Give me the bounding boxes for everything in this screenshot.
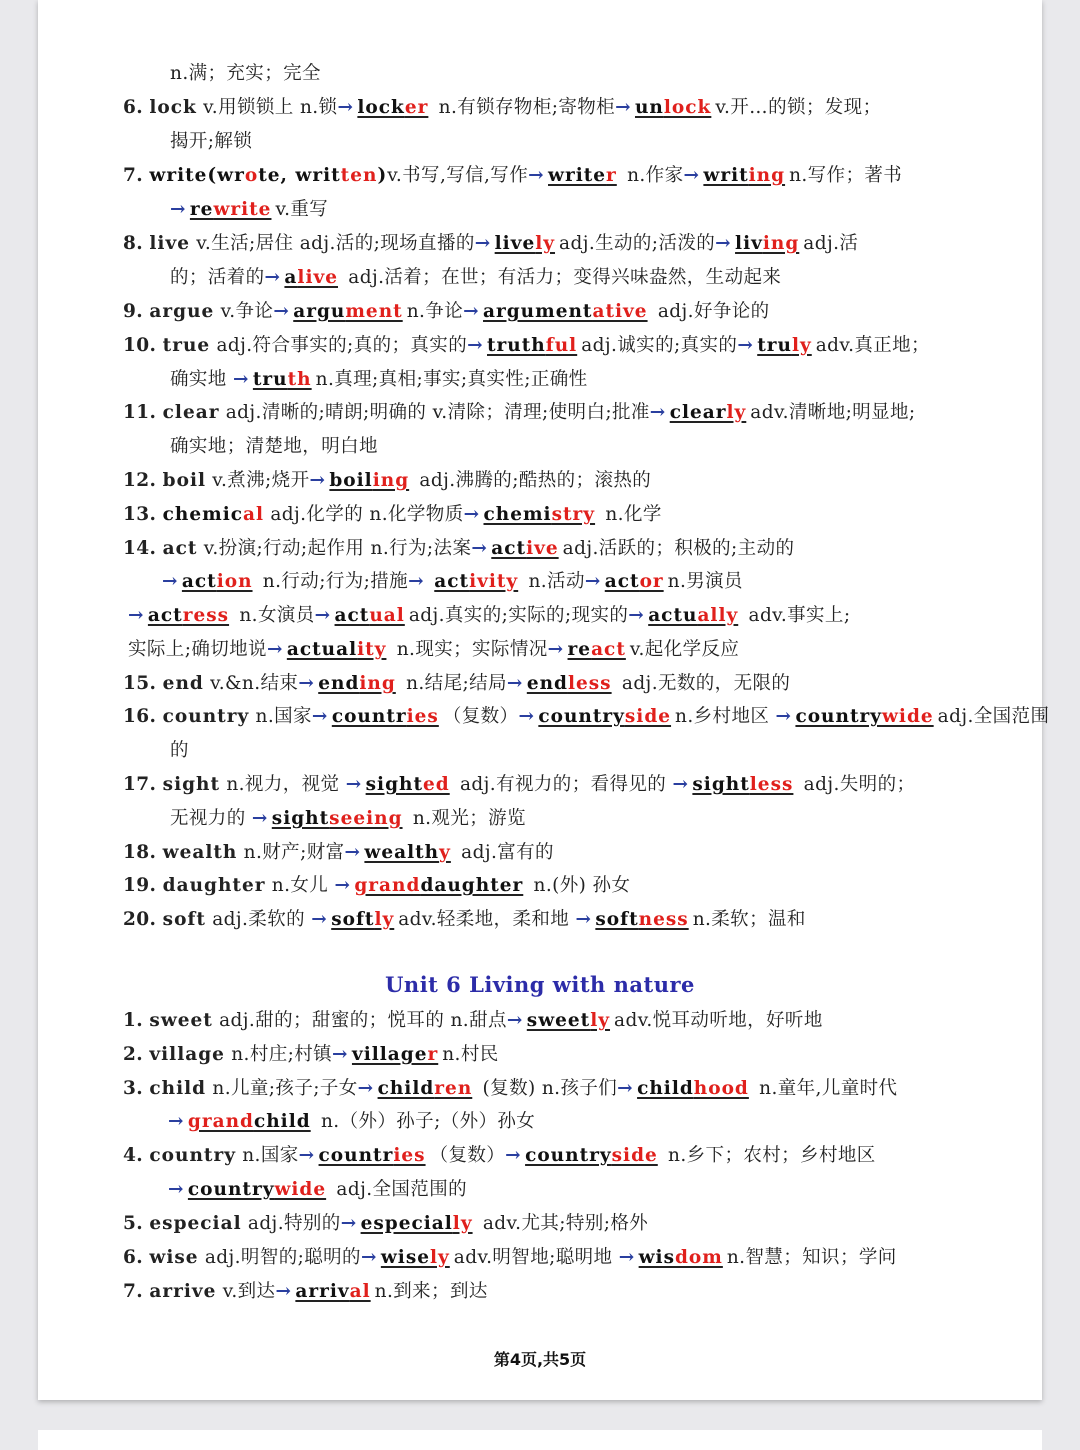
vocab-line xyxy=(170,130,252,154)
item-number: 6. xyxy=(123,1247,144,1268)
definition-text: n.活动 xyxy=(522,571,585,592)
headword: country xyxy=(149,1145,236,1166)
definition-text: n.化学 xyxy=(599,504,662,525)
vocab-line xyxy=(123,705,1049,729)
vocab-line xyxy=(123,300,770,324)
definition-text: v.书写,写信,写作 xyxy=(387,165,529,186)
answer-word: locker xyxy=(357,97,429,118)
arrow-icon: → xyxy=(615,97,631,118)
vocab-line xyxy=(123,773,915,797)
vocab-line xyxy=(170,266,781,290)
definition-text: v.煮沸;烧开 xyxy=(206,470,310,491)
arrow-icon: → xyxy=(232,369,249,390)
answer-word: writer xyxy=(548,165,617,186)
headword: daughter xyxy=(162,875,266,896)
answer-word: sweetly xyxy=(526,1010,611,1031)
definition-text: v.开…的锁；发现； xyxy=(715,97,882,118)
definition-text: adv.事实上; xyxy=(742,605,851,626)
definition-text: adj.明智的;聪明的 xyxy=(198,1247,361,1268)
answer-word: argument xyxy=(293,301,403,322)
answer-word: alive xyxy=(284,267,338,288)
vocab-line xyxy=(123,469,651,493)
answer-word: unlock xyxy=(634,97,712,118)
definition-text: v.重写 xyxy=(275,199,329,220)
arrow-icon: → xyxy=(467,335,483,356)
headword: live xyxy=(149,233,190,254)
arrow-icon: → xyxy=(528,165,545,186)
next-page-edge xyxy=(38,1430,1042,1450)
definition-text: 揭开;解锁 xyxy=(170,131,253,152)
arrow-icon: → xyxy=(170,199,186,220)
answer-word: lively xyxy=(494,233,556,254)
answer-word: sighted xyxy=(365,774,450,795)
item-number: 17. xyxy=(123,774,157,795)
definition-text: v.到达 xyxy=(216,1281,276,1302)
arrow-icon: → xyxy=(298,673,315,694)
headword: end xyxy=(162,673,204,694)
arrow-icon: → xyxy=(505,1145,522,1166)
item-number: 10. xyxy=(123,335,157,356)
arrow-icon: → xyxy=(340,1213,357,1234)
answer-word: clearly xyxy=(669,402,747,423)
definition-text: n.男演员 xyxy=(667,571,743,592)
answer-word: sightless xyxy=(692,774,794,795)
definition-text: adj.诚实的;真实的 xyxy=(581,335,738,356)
answer-word: countrywide xyxy=(187,1179,327,1200)
arrow-icon: → xyxy=(617,1078,634,1099)
arrow-icon: → xyxy=(474,233,491,254)
headword: act xyxy=(162,538,198,559)
answer-word: living xyxy=(735,233,800,254)
arrow-icon: → xyxy=(683,165,700,186)
headword: wealth xyxy=(162,842,238,863)
item-number: 12. xyxy=(123,470,157,491)
definition-text: n.儿童;孩子;子女 xyxy=(206,1078,358,1099)
arrow-icon: → xyxy=(314,605,331,626)
answer-word: ending xyxy=(318,673,396,694)
definition-text: n.乡下；农村；乡村地区 xyxy=(661,1145,876,1166)
answer-word: grandchild xyxy=(187,1111,311,1132)
vocab-line xyxy=(128,604,850,628)
answer-word: argumentative xyxy=(483,301,648,322)
headword: true xyxy=(162,335,211,356)
definition-text: n.女儿 xyxy=(265,875,335,896)
page-footer: 第4页,共5页 xyxy=(493,1350,587,1369)
arrow-icon: → xyxy=(737,335,754,356)
definition-text: adj.好争论的 xyxy=(651,301,770,322)
definition-text: adv.轻柔地，柔和地 xyxy=(398,909,576,930)
answer-word: granddaughter xyxy=(354,875,524,896)
definition-text: n.观光；游览 xyxy=(406,808,526,829)
definition-text: n.村庄;村镇 xyxy=(224,1044,333,1065)
item-number: 9. xyxy=(123,301,144,322)
definition-text: adj.富有的 xyxy=(454,842,554,863)
definition-text: n.有锁存物柜;寄物柜 xyxy=(432,97,616,118)
headword: clear xyxy=(162,402,220,423)
definition-text: n.（外）孙子;（外）孙女 xyxy=(314,1111,536,1132)
vocab-line xyxy=(170,368,588,392)
arrow-icon: → xyxy=(332,1044,348,1065)
item-number: 20. xyxy=(123,909,157,930)
headword: chemical xyxy=(162,504,265,525)
arrow-icon: → xyxy=(715,233,732,254)
definition-text: adj.沸腾的;酷热的；滚热的 xyxy=(413,470,652,491)
definition-text: adv.尤其;特别;格外 xyxy=(476,1213,649,1234)
vocab-line xyxy=(123,1246,897,1270)
arrow-icon: → xyxy=(584,571,601,592)
definition-text: （复数） xyxy=(442,706,519,727)
definition-text: 确实地 xyxy=(170,369,233,390)
item-number: 2. xyxy=(123,1044,144,1065)
definition-text: adj.柔软的 xyxy=(205,909,312,930)
definition-text: adj.无数的，无限的 xyxy=(615,673,791,694)
definition-text: n.女演员 xyxy=(233,605,315,626)
item-number: 8. xyxy=(123,233,144,254)
definition-text: n.写作；著书 xyxy=(789,165,903,186)
definition-text: v.扮演;行动;起作用 n.行为;法案 xyxy=(197,538,472,559)
answer-word: rewrite xyxy=(189,199,272,220)
definition-text: （复数） xyxy=(429,1145,506,1166)
arrow-icon: → xyxy=(775,706,792,727)
vocab-line xyxy=(168,1110,535,1134)
vocab-line xyxy=(170,739,189,763)
arrow-icon: → xyxy=(649,402,666,423)
definition-text: adv.真正地； xyxy=(815,335,930,356)
vocab-line xyxy=(123,232,858,256)
definition-text: 确实地；清楚地，明白地 xyxy=(170,436,378,457)
definition-text: adj.活跃的；积极的;主动的 xyxy=(562,538,795,559)
answer-word: action xyxy=(181,571,253,592)
definition-text: n.(外) 孙女 xyxy=(527,875,631,896)
arrow-icon: → xyxy=(672,774,689,795)
vocab-line xyxy=(123,164,902,188)
definition-text: n.村民 xyxy=(442,1044,499,1065)
arrow-icon: → xyxy=(266,639,283,660)
headword: child xyxy=(149,1078,207,1099)
vocab-line xyxy=(123,841,554,865)
arrow-icon: → xyxy=(628,605,645,626)
answer-word: truly xyxy=(757,335,812,356)
definition-text: adj.活着；在世；有活力；变得兴味盎然，生动起来 xyxy=(342,267,782,288)
arrow-icon: → xyxy=(273,301,290,322)
item-number: 6. xyxy=(123,97,144,118)
headword: country xyxy=(162,706,250,727)
arrow-icon: → xyxy=(408,571,424,592)
answer-word: actual xyxy=(334,605,405,626)
answer-word: wisdom xyxy=(638,1247,723,1268)
definition-text: 实际上;确切地说 xyxy=(128,639,267,660)
definition-text: n.真理;真相;事实;真实性;正确性 xyxy=(315,369,588,390)
arrow-icon: → xyxy=(345,774,362,795)
definition-text: (复数) n.孩子们 xyxy=(476,1078,618,1099)
definition-text: n.作家 xyxy=(620,165,684,186)
headword: boil xyxy=(162,470,207,491)
item-number: 15. xyxy=(123,673,157,694)
vocab-line xyxy=(170,62,321,86)
item-number: 7. xyxy=(123,165,144,186)
headword: soft xyxy=(162,909,206,930)
definition-text: n.满；充实；完全 xyxy=(170,63,321,84)
arrow-icon: → xyxy=(309,470,326,491)
answer-word: wealthy xyxy=(364,842,451,863)
answer-word: actor xyxy=(604,571,664,592)
answer-word: activity xyxy=(434,571,519,592)
definition-text: v.生活;居住 adj.活的;现场直播的 xyxy=(189,233,475,254)
vocab-line xyxy=(123,908,806,932)
definition-text: n.国家 xyxy=(249,706,312,727)
item-number: 1. xyxy=(123,1010,144,1031)
definition-text: n.智慧；知识；学问 xyxy=(726,1247,897,1268)
arrow-icon: → xyxy=(463,301,480,322)
vocab-line xyxy=(128,638,739,662)
definition-text: adj.有视力的；看得见的 xyxy=(453,774,673,795)
definition-text: n.结尾;结局 xyxy=(399,673,507,694)
vocab-line xyxy=(123,1077,897,1101)
definition-text: v.用锁锁上 n.锁 xyxy=(196,97,338,118)
vocab-line xyxy=(123,1144,876,1168)
item-number: 18. xyxy=(123,842,157,863)
answer-word: arrival xyxy=(295,1281,371,1302)
answer-word: endless xyxy=(526,673,612,694)
arrow-icon: → xyxy=(518,706,535,727)
definition-text: adj.符合事实的;真的；真实的 xyxy=(210,335,468,356)
item-number: 13. xyxy=(123,504,157,525)
definition-text: adj.特别的 xyxy=(241,1213,341,1234)
definition-text: adv.悦耳动听地，好听地 xyxy=(614,1010,823,1031)
definition-text: v.&n.结束 xyxy=(203,673,299,694)
arrow-icon: → xyxy=(337,97,354,118)
arrow-icon: → xyxy=(298,1145,315,1166)
headword: write(wrote, written) xyxy=(149,165,388,186)
arrow-icon: → xyxy=(506,1010,523,1031)
answer-word: actuality xyxy=(286,639,387,660)
definition-text: 无视力的 xyxy=(170,808,252,829)
answer-word: wisely xyxy=(380,1247,450,1268)
answer-word: softly xyxy=(331,909,395,930)
vocab-line xyxy=(123,1280,488,1304)
answer-word: actress xyxy=(147,605,230,626)
answer-word: truthful xyxy=(487,335,578,356)
headword: arrive xyxy=(149,1281,217,1302)
arrow-icon: → xyxy=(311,706,328,727)
definition-text: n.行动;行为;措施 xyxy=(256,571,409,592)
item-number: 3. xyxy=(123,1078,144,1099)
vocab-line xyxy=(123,1009,823,1033)
arrow-icon: → xyxy=(344,842,361,863)
answer-word: truth xyxy=(252,369,312,390)
item-number: 4. xyxy=(123,1145,144,1166)
headword: sight xyxy=(162,774,221,795)
vocab-line xyxy=(162,570,743,594)
vocab-line xyxy=(123,401,916,425)
arrow-icon: → xyxy=(471,538,488,559)
vocab-line xyxy=(123,672,790,696)
answer-word: react xyxy=(567,639,626,660)
answer-word: countries xyxy=(318,1145,426,1166)
headword: sweet xyxy=(149,1010,213,1031)
answer-word: actually xyxy=(648,605,739,626)
definition-text: adj.清晰的;晴朗;明确的 v.清除；清理;使明白;批准 xyxy=(219,402,650,423)
answer-word: writing xyxy=(703,165,786,186)
item-number: 14. xyxy=(123,538,157,559)
arrow-icon: → xyxy=(618,1247,635,1268)
headword: wise xyxy=(149,1247,199,1268)
headword: especial xyxy=(149,1213,242,1234)
item-number: 5. xyxy=(123,1213,144,1234)
definition-text: adj.化学的 n.化学物质 xyxy=(264,504,464,525)
definition-text: adv.明智地;聪明地 xyxy=(453,1247,619,1268)
arrow-icon: → xyxy=(128,605,144,626)
definition-text: n.财产;财富 xyxy=(237,842,345,863)
headword: argue xyxy=(149,301,215,322)
vocab-line xyxy=(123,334,930,358)
definition-text: 的 xyxy=(170,740,189,761)
answer-word: boiling xyxy=(329,470,410,491)
definition-text: n.柔软；温和 xyxy=(692,909,806,930)
arrow-icon: → xyxy=(162,571,178,592)
definition-text: adj.失明的； xyxy=(797,774,916,795)
arrow-icon: → xyxy=(168,1111,184,1132)
arrow-icon: → xyxy=(547,639,564,660)
definition-text: 的；活着的 xyxy=(170,267,265,288)
answer-word: countryside xyxy=(525,1145,658,1166)
definition-text: v.起化学反应 xyxy=(629,639,740,660)
answer-word: softness xyxy=(595,909,689,930)
vocab-line xyxy=(123,96,881,120)
vocab-line xyxy=(123,1212,648,1236)
arrow-icon: → xyxy=(357,1078,374,1099)
arrow-icon: → xyxy=(506,673,523,694)
answer-word: sightseeing xyxy=(271,808,403,829)
definition-text: n.到来；到达 xyxy=(374,1281,488,1302)
vocab-line xyxy=(123,1043,499,1067)
definition-text: adv.清晰地;明显地; xyxy=(750,402,916,423)
vocab-line xyxy=(123,503,662,527)
definition-text: adj.活 xyxy=(803,233,859,254)
vocab-line xyxy=(170,435,378,459)
definition-text: n.国家 xyxy=(235,1145,299,1166)
answer-word: countrywide xyxy=(795,706,934,727)
definition-text: adj.全国范围的 xyxy=(330,1179,467,1200)
vocab-line xyxy=(123,874,630,898)
answer-word: especially xyxy=(360,1213,473,1234)
definition-text: adj.真实的;实际的;现实的 xyxy=(408,605,629,626)
vocab-line xyxy=(170,807,526,831)
item-number: 7. xyxy=(123,1281,144,1302)
definition-text: n.争论 xyxy=(406,301,464,322)
unit-title: Unit 6 Living with nature xyxy=(385,972,695,997)
arrow-icon: → xyxy=(575,909,592,930)
item-number: 11. xyxy=(123,402,157,423)
arrow-icon: → xyxy=(463,504,480,525)
definition-text: adj.甜的；甜蜜的；悦耳的 n.甜点 xyxy=(212,1010,507,1031)
answer-word: childhood xyxy=(637,1078,749,1099)
arrow-icon: → xyxy=(168,1179,184,1200)
vocab-line xyxy=(123,537,794,561)
definition-text: v.争论 xyxy=(214,301,274,322)
headword: lock xyxy=(149,97,197,118)
answer-word: active xyxy=(491,538,559,559)
arrow-icon: → xyxy=(251,808,268,829)
arrow-icon: → xyxy=(311,909,328,930)
vocab-line xyxy=(170,198,328,222)
item-number: 19. xyxy=(123,875,157,896)
answer-word: children xyxy=(377,1078,473,1099)
answer-word: villager xyxy=(351,1044,439,1065)
item-number: 16. xyxy=(123,706,157,727)
arrow-icon: → xyxy=(264,267,281,288)
answer-word: chemistry xyxy=(483,504,596,525)
arrow-icon: → xyxy=(360,1247,377,1268)
definition-text: adj.生动的;活泼的 xyxy=(559,233,716,254)
headword: village xyxy=(149,1044,225,1065)
arrow-icon: → xyxy=(275,1281,292,1302)
definition-text: adj.全国范围 xyxy=(937,706,1050,727)
arrow-icon: → xyxy=(334,875,351,896)
answer-word: countries xyxy=(331,706,439,727)
definition-text: n.童年,儿童时代 xyxy=(752,1078,898,1099)
definition-text: n.视力，视觉 xyxy=(220,774,346,795)
answer-word: countryside xyxy=(538,706,672,727)
vocab-line xyxy=(168,1178,467,1202)
definition-text: n.现实；实际情况 xyxy=(390,639,548,660)
definition-text: n.乡村地区 xyxy=(675,706,776,727)
